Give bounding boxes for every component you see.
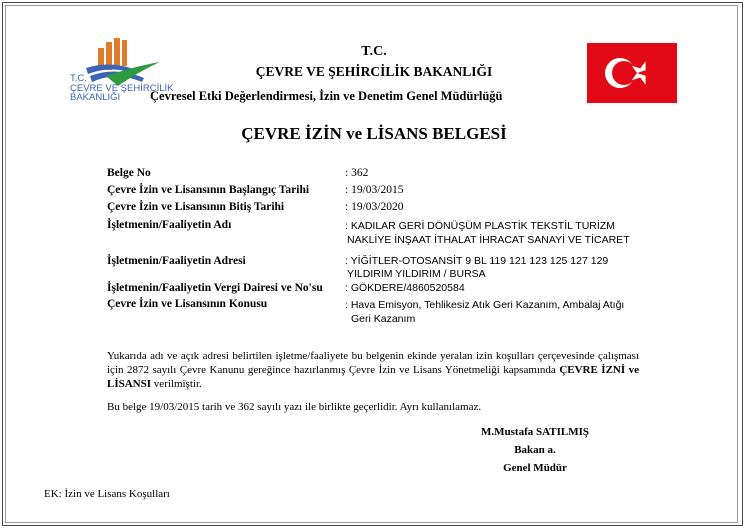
- logo-caption-line2: ÇEVRE VE ŞEHİRCİLİK: [70, 82, 174, 94]
- field-value-address-line2: YILDIRIM YILDIRIM / BURSA: [347, 268, 486, 280]
- validity-statement: Bu belge 19/03/2015 tarih ve 362 sayılı yazı ile birlikte geçerlidir. Ayrı kullanılamaz.: [107, 401, 482, 413]
- header-directorate: Çevresel Etki Değerlendirmesi, İzin ve Denetim Genel Müdürlüğü: [150, 89, 503, 103]
- signatory-title-line1: Bakan a.: [514, 444, 556, 456]
- field-value-address: : YİĞİTLER-OTOSANSİT 9 BL 119 121 123 125 127 129: [345, 255, 609, 267]
- logo-caption-line1: T.C.: [70, 73, 87, 84]
- field-value-subject-line2: Geri Kazanım: [351, 313, 416, 325]
- body-paragraph-text: Yukarıda adı ve açık adresi belirtilen işletme/faaliyete bu belgenin ekinde yeralan izin koşulları çerçevesinde çalışması için 2872 sayılı Çevre Kanunu gereğince hazırlanmış Çevre İzin ve Lisans Yönetmeliği kapsamında: [107, 350, 639, 376]
- field-value-facility-name: : KADILAR GERİ DÖNÜŞÜM PLASTİK TEKSTİL TURİZM: [345, 220, 615, 232]
- field-label-address: İşletmenin/Faaliyetin Adresi: [107, 255, 246, 267]
- field-value-tax-office: : GÖKDERE/4860520584: [345, 282, 465, 294]
- body-paragraph: [107, 349, 639, 391]
- logo-caption-line3: BAKANLIĞI: [70, 92, 121, 103]
- body-paragraph-end: verilmiştir.: [151, 378, 202, 390]
- header-tc: T.C.: [361, 44, 387, 59]
- field-value-belge-no: : 362: [345, 167, 369, 179]
- field-label-belge-no: Belge No: [107, 167, 151, 179]
- field-label-start-date: Çevre İzin ve Lisansının Başlangıç Tarihi: [107, 184, 310, 196]
- signatory-name: M.Mustafa SATILMIŞ: [481, 426, 589, 438]
- field-value-end-date: : 19/03/2020: [345, 201, 404, 213]
- field-value-subject: : Hava Emisyon, Tehlikesiz Atık Geri Kazanım, Ambalaj Atığı: [345, 299, 625, 311]
- field-label-tax-office: İşletmenin/Faaliyetin Vergi Dairesi ve No'su: [107, 282, 323, 294]
- document-title: ÇEVRE İZİN ve LİSANS BELGESİ: [241, 124, 507, 143]
- body-paragraph-bold: ÇEVRE İZNİ ve LİSANSI: [107, 364, 640, 390]
- field-label-subject: Çevre İzin ve Lisansının Konusu: [107, 298, 268, 310]
- field-label-end-date: Çevre İzin ve Lisansının Bitiş Tarihi: [107, 201, 285, 213]
- field-label-facility-name: İşletmenin/Faaliyetin Adı: [107, 219, 232, 231]
- field-value-facility-name-line2: NAKLİYE İNŞAAT İTHALAT İHRACAT SANAYİ VE TİCARET: [347, 234, 630, 246]
- header-ministry: ÇEVRE VE ŞEHİRCİLİK BAKANLIĞI: [255, 64, 493, 79]
- attachment-note: EK: İzin ve Lisans Koşulları: [44, 488, 170, 500]
- field-value-start-date: : 19/03/2015: [345, 184, 404, 196]
- signatory-title-line2: Genel Müdür: [503, 462, 567, 474]
